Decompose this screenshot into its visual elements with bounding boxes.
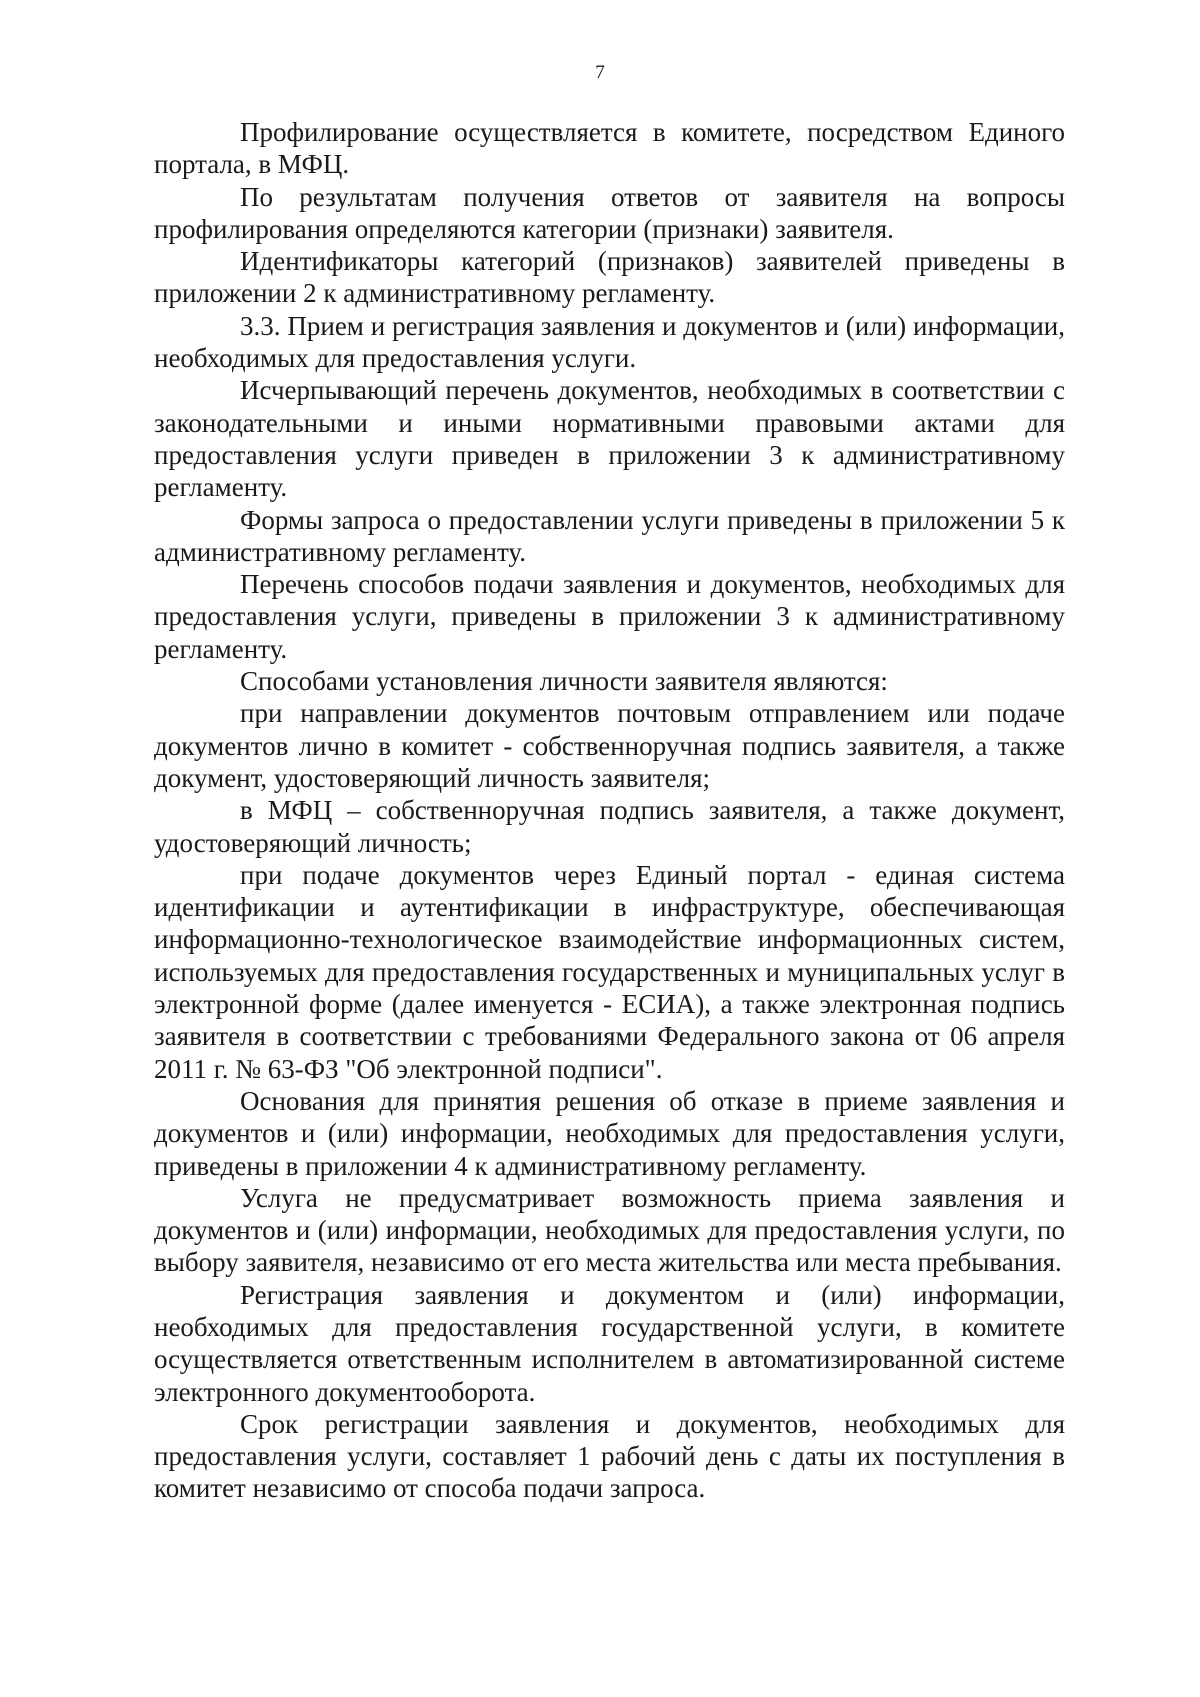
paragraph-registration-term: Срок регистрации заявления и документов, необходимых для предоставления услуги, составляет 1 рабочий день с даты их поступления в комитет независимо от способа подачи запроса.	[154, 1408, 1065, 1504]
page-number: 7	[595, 62, 605, 83]
paragraph-registration: Регистрация заявления и документом и (или) информации, необходимых для предоставления государственной услуги, в комитете осуществляется ответственным исполнителем в автоматизированной системе электронного документооборота.	[154, 1279, 1065, 1407]
paragraph-identity-mfc: в МФЦ – собственноручная подпись заявителя, а также документ, удостоверяющий личность;	[154, 795, 1065, 858]
paragraph-profiling-results: По результатам получения ответов от заявителя на вопросы профилирования определяются категории (признаки) заявителя.	[154, 181, 1065, 244]
section-heading-3-3: 3.3. Прием и регистрация заявления и документов и (или) информации, необходимых для предоставления услуги.	[154, 310, 1065, 374]
paragraph-service-location: Услуга не предусматривает возможность приема заявления и документов и (или) информации, необходимых для предоставления услуги, по выбору заявителя, независимо от его места жительства или места пребывания.	[154, 1182, 1065, 1278]
paragraph-documents-list: Исчерпывающий перечень документов, необходимых в соответствии с законодательными и иными нормативными правовыми актами для предоставления услуги приведен в приложении 3 к административному регламенту.	[154, 375, 1065, 503]
paragraph-profiling: Профилирование осуществляется в комитете, посредством Единого портала, в МФЦ.	[154, 117, 1065, 180]
paragraph-category-identifiers: Идентификаторы категорий (признаков) заявителей приведены в приложении 2 к административному регламенту.	[154, 246, 1065, 309]
paragraph-identity-portal: при подаче документов через Единый портал - единая система идентификации и аутентификации в инфраструктуре, обеспечивающая информационно-технологическое взаимодействие информационных систем, используемых для предоставления государственных и муниципальных услуг в электронной форме (далее именуется - ЕСИА), а также электронная подпись заявителя в соответствии с требованиями Федерального закона от 06 апреля 2011 г. № 63-ФЗ "Об электронной подписи".	[154, 859, 1065, 1084]
document-body	[154, 116, 1065, 1505]
paragraph-refusal-grounds: Основания для принятия решения об отказе в приеме заявления и документов и (или) информации, необходимых для предоставления услуги, приведены в приложении 4 к административному регламенту.	[154, 1085, 1065, 1181]
paragraph-identity-mail: при направлении документов почтовым отправлением или подаче документов лично в комитет - собственноручная подпись заявителя, а также документ, удостоверяющий личность заявителя;	[154, 698, 1065, 793]
paragraph-identity-methods: Способами установления личности заявителя являются:	[240, 666, 888, 697]
paragraph-request-forms: Формы запроса о предоставлении услуги приведены в приложении 5 к административному регламенту.	[154, 504, 1065, 567]
paragraph-submission-methods: Перечень способов подачи заявления и документов, необходимых для предоставления услуги, приведены в приложении 3 к административному регламенту.	[154, 569, 1065, 664]
